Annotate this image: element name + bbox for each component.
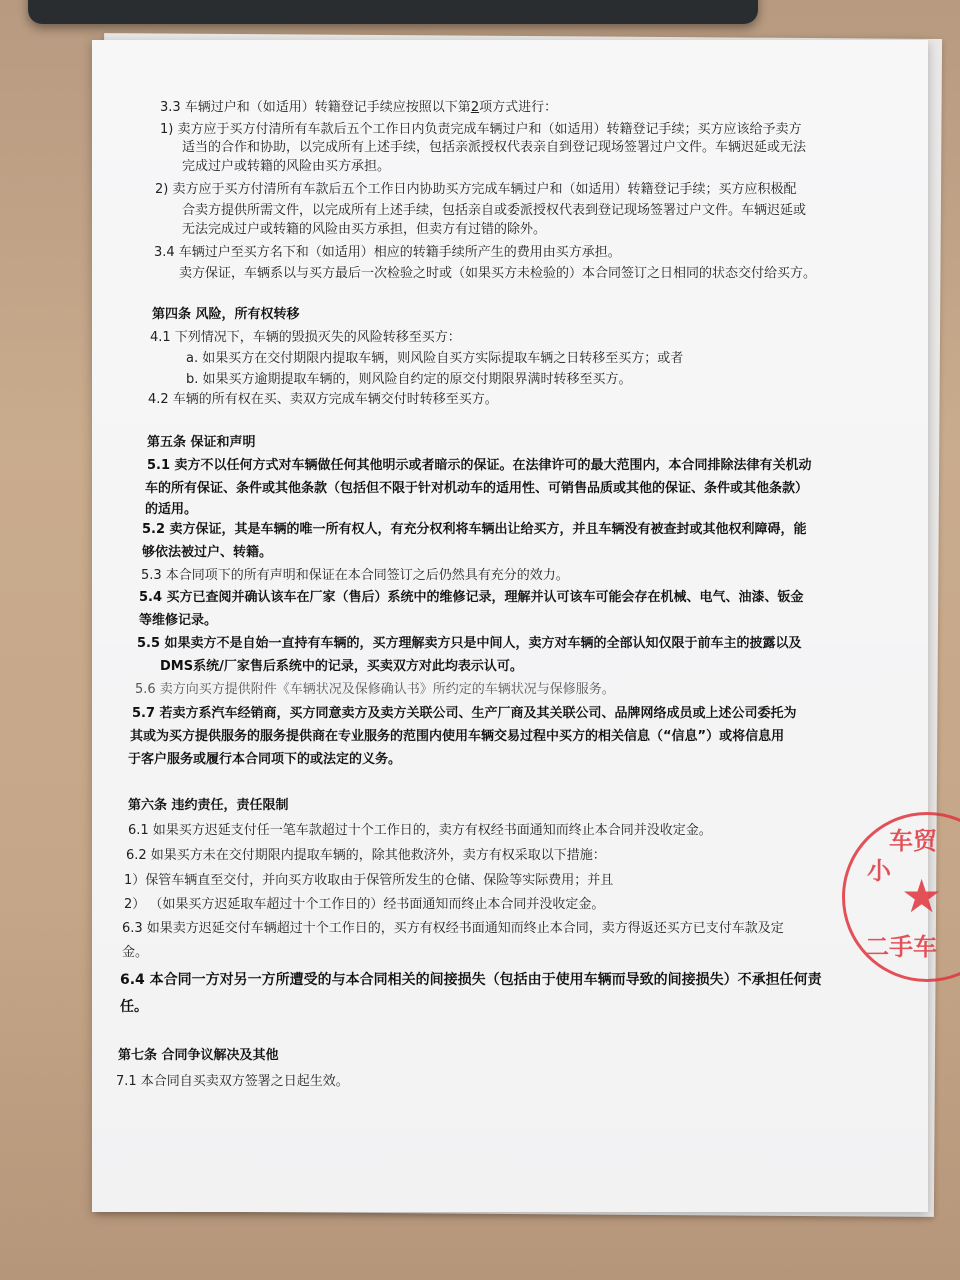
clause-4-1: 4.1 下列情况下，车辆的毁损灭失的风险转移至买方： bbox=[150, 330, 461, 345]
clause-4-1-b: b. 如果买方逾期提取车辆的，则风险自约定的原交付期限界满时转移至买方。 bbox=[186, 372, 632, 387]
clause-4-2: 4.2 车辆的所有权在买、卖双方完成车辆交付时转移至买方。 bbox=[148, 392, 498, 407]
article-6-heading: 第六条 违约责任，责任限制 bbox=[128, 798, 289, 813]
clause-5-2: 5.2 卖方保证，其是车辆的唯一所有权人，有充分权利将车辆出让给买方，并且车辆没有被查封或其他权利障碍，能 bbox=[142, 522, 807, 537]
clause-5-2-line-2: 够依法被过户、转籍。 bbox=[142, 545, 273, 560]
clause-3-3-item-2-line-3: 无法完成过户或转籍的风险由买方承担，但卖方有过错的除外。 bbox=[182, 222, 547, 237]
contract-page bbox=[92, 40, 928, 1212]
clause-3-3-item-1-line-2: 适当的合作和协助，以完成所有上述手续，包括亲派授权代表亲自到登记现场签署过户文件。车辆迟延或无法 bbox=[182, 140, 807, 155]
clause-5-3: 5.3 本合同项下的所有声明和保证在本合同签订之后仍然具有充分的效力。 bbox=[141, 568, 569, 583]
seal-top-text: 车贸 bbox=[889, 827, 937, 855]
clause-5-1: 5.1 卖方不以任何方式对车辆做任何其他明示或者暗示的保证。在法律许可的最大范围内，本合同排除法律有关机动 bbox=[147, 458, 812, 473]
seal-bottom-text: 二手车 bbox=[865, 933, 937, 961]
clause-6-4: 6.4 本合同一方对另一方所遭受的与本合同相关的间接损失（包括由于使用车辆而导致的间接损失）不承担任何责 bbox=[120, 972, 822, 988]
clause-5-7-line-3: 于客户服务或履行本合同项下的或法定的义务。 bbox=[128, 752, 402, 767]
clause-6-2: 6.2 如果买方未在交付期限内提取车辆的，除其他救济外，卖方有权采取以下措施： bbox=[126, 848, 606, 863]
seal-side-text: 小 bbox=[867, 857, 891, 885]
clause-5-7: 5.7 若卖方系汽车经销商，买方同意卖方及卖方关联公司、生产厂商及其关联公司、品牌网络成员或上述公司委托为 bbox=[132, 706, 797, 721]
clause-3-3-item-1-line-3: 完成过户或转籍的风险由买方承担。 bbox=[182, 159, 391, 174]
clause-5-6: 5.6 卖方向买方提供附件《车辆状况及保修确认书》所约定的车辆状况与保修服务。 bbox=[135, 682, 615, 697]
clause-3-4: 3.4 车辆过户至买方名下和（如适用）相应的转籍手续所产生的费用由买方承担。 bbox=[154, 245, 621, 260]
clause-3-3-item-2-line-2: 合卖方提供所需文件，以完成所有上述手续，包括亲自或委派授权代表到登记现场签署过户文件。车辆迟延或 bbox=[182, 203, 807, 218]
laptop-edge bbox=[28, 0, 758, 24]
clause-5-7-line-2: 其或为买方提供服务的服务提供商在专业服务的范围内使用车辆交易过程中买方的相关信息（“信息”）或将信息用 bbox=[130, 729, 785, 744]
seal-star-icon: ★ bbox=[901, 869, 943, 923]
clause-7-1: 7.1 本合同自买卖双方签署之日起生效。 bbox=[116, 1074, 349, 1089]
clause-3-4-line-2: 卖方保证，车辆系以与买方最后一次检验之时或（如果买方未检验的）本合同签订之日相同的状态交付给买方。 bbox=[179, 266, 817, 281]
clause-6-3-line-2: 金。 bbox=[122, 945, 149, 960]
clause-5-5: 5.5 如果卖方不是自始一直持有车辆的，买方理解卖方只是中间人，卖方对车辆的全部认知仅限于前车主的披露以及 bbox=[137, 636, 802, 651]
clause-5-4-line-2: 等维修记录。 bbox=[139, 613, 218, 628]
clause-6-2-item-2: 2） （如果买方迟延取车超过十个工作日的）经书面通知而终止本合同并没收定金。 bbox=[124, 897, 605, 912]
clause-6-3: 6.3 如果卖方迟延交付车辆超过十个工作日的，买方有权经书面通知而终止本合同，卖方得返还买方已支付车款及定 bbox=[122, 921, 784, 936]
clause-4-1-a: a. 如果买方在交付期限内提取车辆，则风险自买方实际提取车辆之日转移至买方；或者 bbox=[186, 351, 684, 366]
article-4-heading: 第四条 风险，所有权转移 bbox=[152, 307, 300, 322]
clause-5-1-line-3: 的适用。 bbox=[145, 502, 198, 517]
article-7-heading: 第七条 合同争议解决及其他 bbox=[118, 1048, 279, 1063]
article-5-heading: 第五条 保证和声明 bbox=[147, 435, 256, 450]
clause-6-2-item-1: 1）保管车辆直至交付，并向买方收取由于保管所发生的仓储、保险等实际费用；并且 bbox=[124, 873, 614, 888]
clause-6-4-line-2: 任。 bbox=[120, 999, 148, 1015]
clause-5-1-line-2: 车的所有保证、条件或其他条款（包括但不限于针对机动车的适用性、可销售品质或其他的保证、条件或其他条款） bbox=[145, 481, 809, 496]
clause-5-5-line-2: DMS系统/厂家售后系统中的记录，买卖双方对此均表示认可。 bbox=[160, 659, 523, 674]
clause-5-4: 5.4 买方已查阅并确认该车在厂家（售后）系统中的维修记录，理解并认可该车可能会存在机械、电气、油漆、钣金 bbox=[139, 590, 804, 605]
clause-3-3: 3.3 车辆过户和（如适用）转籍登记手续应按照以下第2项方式进行： bbox=[160, 100, 558, 115]
clause-3-3-item-2: 2) 卖方应于买方付清所有车款后五个工作日内协助买方完成车辆过户和（如适用）转籍登记手续；买方应积极配 bbox=[155, 182, 797, 197]
clause-6-1: 6.1 如果买方迟延支付任一笔车款超过十个工作日的，卖方有权经书面通知而终止本合同并没收定金。 bbox=[128, 823, 712, 838]
clause-3-3-item-1: 1) 卖方应于买方付清所有车款后五个工作日内负责完成车辆过户和（如适用）转籍登记手续；买方应该给予卖方 bbox=[160, 122, 802, 137]
